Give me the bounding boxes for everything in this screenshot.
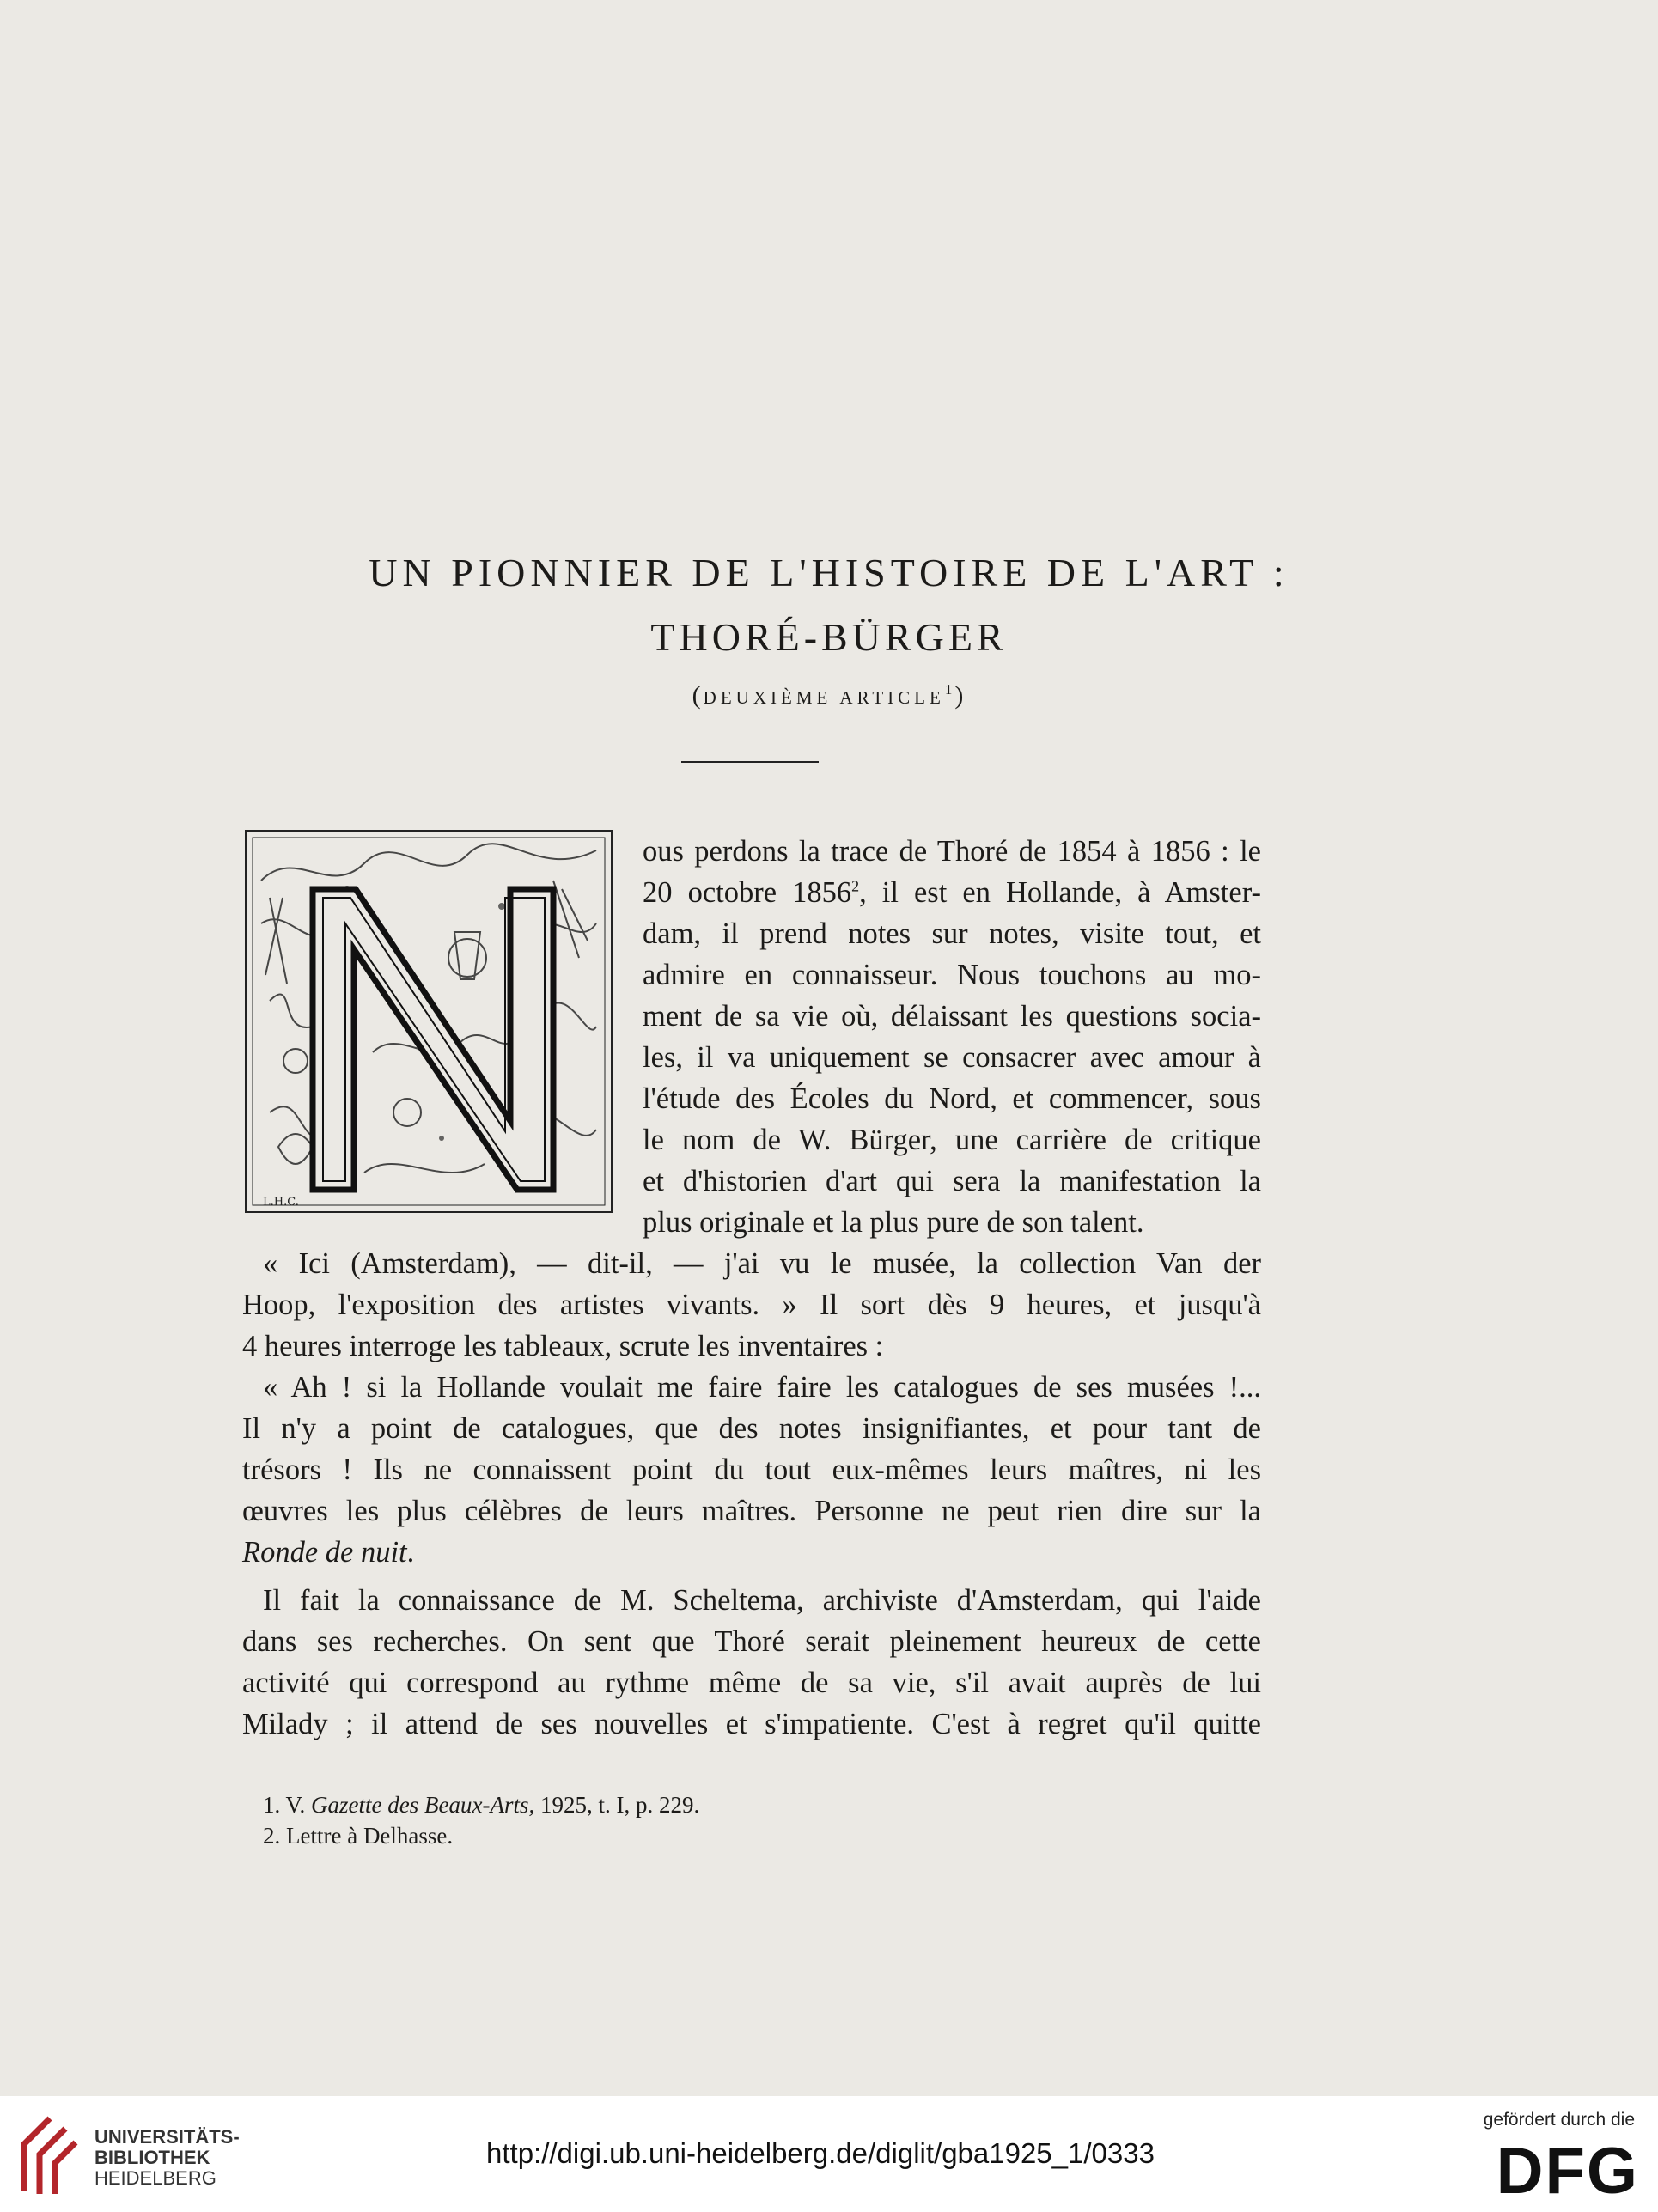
- university-library-logo[interactable]: [15, 2111, 79, 2197]
- viewer-footer: [0, 2096, 1658, 2212]
- title-divider: [681, 761, 819, 763]
- subtitle-paren-open: (: [692, 681, 704, 710]
- body-line: Il fait la connaissance de M. Scheltema, archiviste d'Amsterdam, qui l'aide: [263, 1584, 1261, 1617]
- dfg-logo: DFG: [1496, 2135, 1639, 2208]
- body-line: trésors ! Ils ne connaissent point du tout eux-mêmes leurs maîtres, ni les: [242, 1453, 1261, 1486]
- dropcap-signature: L.H.C.: [263, 1196, 299, 1209]
- article-title: UN PIONNIER DE L'HISTOIRE DE L'ART :: [369, 551, 1289, 594]
- body-line: 4 heures interroge les tableaux, scrute les inventaires :: [242, 1330, 884, 1362]
- footnote: 1. V. Gazette des Beaux-Arts, 1925, t. I, p. 229.: [263, 1792, 700, 1818]
- body-line: 20 octobre 1856$^2$, il est en Hollande, à Amster-: [643, 876, 1261, 909]
- body-line: les, il va uniquement se consacrer avec amour à: [643, 1041, 1261, 1074]
- funding-note: gefördert durch die: [1483, 2110, 1635, 2130]
- library-name: UNIVERSITÄTS- BIBLIOTHEK HEIDELBERG: [94, 2126, 240, 2189]
- body-line: admire en connaisseur. Nous touchons au mo-: [643, 959, 1261, 991]
- body-line: ous perdons la trace de Thoré de 1854 à 1856 : le: [643, 835, 1261, 868]
- body-line: et d'historien d'art qui sera la manifestation la: [643, 1165, 1261, 1197]
- article-subject: THORÉ-BÜRGER: [650, 615, 1008, 659]
- body-line: l'étude des Écoles du Nord, et commencer, sous: [643, 1082, 1261, 1115]
- body-line: dam, il prend notes sur notes, visite tout, et: [643, 917, 1261, 950]
- subtitle-note-ref: 1: [944, 681, 955, 698]
- subtitle-paren-close: ): [954, 681, 966, 710]
- body-line: activité qui correspond au rythme même de sa vie, s'il avait auprès de lui: [242, 1667, 1261, 1699]
- body-line: Hoop, l'exposition des artistes vivants. » Il sort dès 9 heures, et jusqu'à: [242, 1289, 1261, 1321]
- body-line: Ronde de nuit.: [242, 1536, 415, 1569]
- body-line: « Ici (Amsterdam), — dit-il, — j'ai vu le musée, la collection Van der: [263, 1247, 1261, 1280]
- body-line: plus originale et la plus pure de son talent.: [643, 1206, 1144, 1239]
- body-line: Il n'y a point de catalogues, que des notes insignifiantes, et pour tant de: [242, 1412, 1261, 1445]
- body-line: « Ah ! si la Hollande voulait me faire faire les catalogues de ses musées !...: [263, 1371, 1261, 1404]
- body-line: œuvres les plus célèbres de leurs maîtres. Personne ne peut rien dire sur la: [242, 1495, 1261, 1527]
- body-line: le nom de W. Bürger, une carrière de critique: [643, 1124, 1261, 1156]
- ornamental-dropcap: [244, 829, 613, 1214]
- body-line: ment de sa vie où, délaissant les questions socia-: [643, 1000, 1261, 1033]
- body-line: dans ses recherches. On sent que Thoré serait pleinement heureux de cette: [242, 1625, 1261, 1658]
- permalink-url[interactable]: http://digi.ub.uni-heidelberg.de/diglit/gba1925_1/0333: [486, 2137, 1155, 2169]
- subtitle-label: DEUXIÈME ARTICLE: [703, 687, 945, 708]
- article-subtitle: [0, 681, 1658, 710]
- body-line: Milady ; il attend de ses nouvelles et s'impatiente. C'est à regret qu'il quitte: [242, 1708, 1261, 1740]
- footnote: 2. Lettre à Delhasse.: [263, 1823, 454, 1849]
- footnote-ref: 2: [851, 877, 860, 895]
